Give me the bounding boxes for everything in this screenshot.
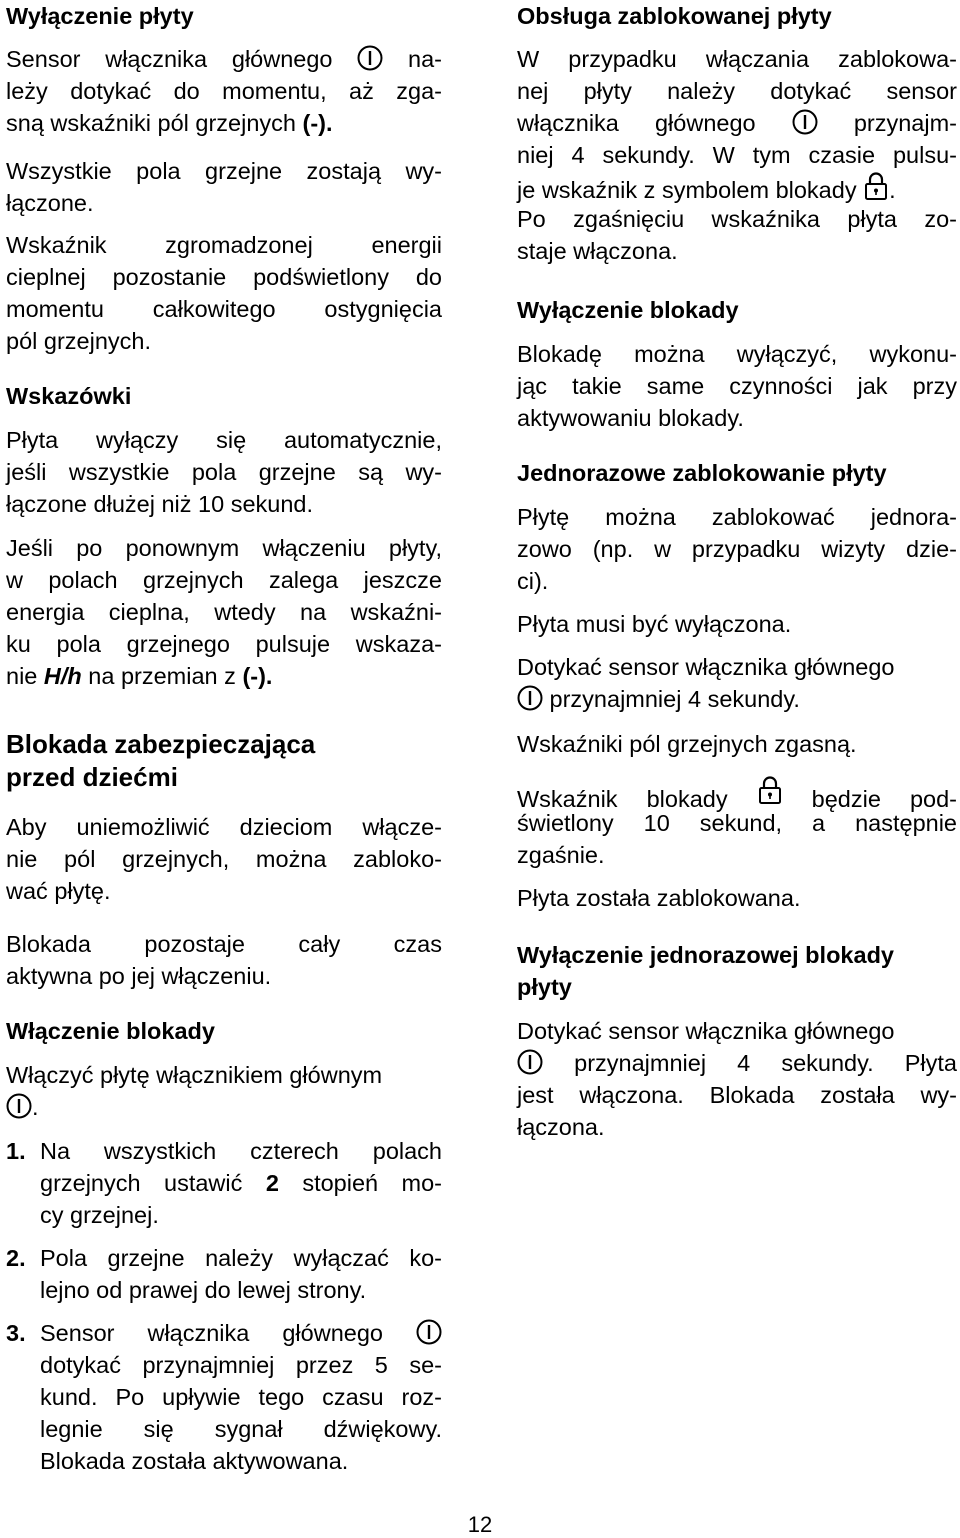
heading-child-lock: Blokada zabezpieczająca [6, 729, 316, 759]
text-line: Sensor włącznika głównego na- [6, 46, 443, 72]
text-line: Wskaźniki pól grzejnych zgasną. [517, 731, 857, 757]
step-1: 1. Na wszystkich czterech polach grzejnych ustawić 2 stopień mo- cy grzejnej. [6, 1135, 442, 1231]
text-line: Płyta musi być wyłączona. [517, 611, 792, 637]
text-line: dotykać przynajmniej przez 5 se- [40, 1352, 442, 1378]
power-icon [357, 45, 383, 71]
text-line: nie H/h na przemian z (-). [6, 663, 273, 689]
text-line: zowo (np. w przypadku wizyty dzie- [517, 536, 957, 562]
text-line: jeśli wszystkie pola grzejne są wy- [6, 459, 442, 485]
text-line: W przypadku włączania zablokowa- [517, 46, 957, 72]
text-line: Płytę można zablokować jednora- [517, 504, 957, 530]
step-2: 2. Pola grzejne należy wyłączać ko- lejno od prawej do lewej strony. [6, 1242, 442, 1306]
power-icon [517, 1049, 543, 1075]
text-line: łączona. [517, 1114, 605, 1140]
text-line: jest włączona. Blokada została wy- [517, 1082, 957, 1108]
heading-locked-hob: Obsługa zablokowanej płyty [517, 3, 832, 29]
text-line: włącznika głównego przynajm- [517, 110, 958, 136]
heading-one-time-unlock: Wyłączenie jednorazowej blokady [517, 942, 894, 968]
heading-turn-off: Wyłączenie płyty [6, 3, 194, 29]
text-line: ci). [517, 568, 549, 594]
step-3: 3. Sensor włącznika głównego dotykać przynajmniej przez 5 se- kund. Po upływie tego czasu roz- legnie się sygnał dźwiękowy. Blokada została aktywowana. [6, 1317, 442, 1477]
text-line: zgaśnie. [517, 842, 605, 868]
text-line: Dotykać sensor włącznika głównego [517, 1018, 895, 1044]
text-line: Blokada pozostaje cały czas [6, 931, 442, 957]
text-line: Blokada została aktywowana. [40, 1448, 349, 1474]
text-line: niej 4 sekundy. W tym czasie pulsu- [517, 142, 957, 168]
power-icon [416, 1319, 442, 1345]
heading-one-time-lock: Jednorazowe zablokowanie płyty [517, 460, 887, 486]
text-line: wać płytę. [6, 878, 111, 904]
text-line: Jeśli po ponownym włączeniu płyty, [6, 535, 442, 561]
text-line: nie pól grzejnych, można zabloko- [6, 846, 442, 872]
text-line: grzejnych ustawić 2 stopień mo- [40, 1170, 443, 1196]
text-line: Płyta została zablokowana. [517, 885, 801, 911]
text-line: w polach grzejnych zalega jeszcze [6, 567, 442, 593]
text-line: Pola grzejne należy wyłączać ko- [40, 1245, 442, 1271]
heading-unlock: Wyłączenie blokady [517, 297, 739, 323]
text-line: świetlony 10 sekund, a następnie [517, 810, 957, 836]
power-icon [792, 109, 818, 135]
text-line: pól grzejnych. [6, 328, 151, 354]
text-line: ku pola grzejnego pulsuje wskaza- [6, 631, 442, 657]
lock-icon [757, 775, 783, 805]
text-line: Aby uniemożliwić dzieciom włącze- [6, 814, 442, 840]
text-line: cy grzejnej. [40, 1202, 159, 1228]
text-line: przynajmniej 4 sekundy. Płyta [517, 1047, 957, 1111]
page-number: 12 [467, 1512, 493, 1537]
text-line: . [6, 1091, 442, 1123]
text-line: energia cieplna, wtedy na wskaźni- [6, 599, 442, 625]
text-line: Płyta wyłączy się automatycznie, [6, 427, 442, 453]
heading-lock-on: Włączenie blokady [6, 1018, 215, 1044]
text-line: jąc takie same czynności jak przy [517, 373, 957, 399]
text-line: je wskaźnik z symbolem blokady . [517, 171, 957, 206]
power-icon [517, 685, 543, 711]
text-line: Po zgaśnięciu wskaźnika płyta zo- [517, 206, 957, 232]
text-line: momentu całkowitego ostygnięcia [6, 296, 442, 322]
text-line: leży dotykać do momentu, aż zga- [6, 78, 442, 104]
text-line: łączone. [6, 190, 94, 216]
text-line: kund. Po upływie tego czasu roz- [40, 1384, 442, 1410]
text-line: Dotykać sensor włącznika głównego [517, 654, 895, 680]
text-line: Sensor włącznika głównego [40, 1317, 442, 1381]
text-line: legnie się sygnał dźwiękowy. [40, 1416, 442, 1442]
lock-icon [863, 171, 889, 201]
text-line: staje włączona. [517, 238, 678, 264]
text-line: Blokadę można wyłączyć, wykonu- [517, 341, 957, 367]
power-icon [6, 1093, 32, 1119]
text-line: Na wszystkich czterech polach [40, 1138, 442, 1164]
text-line: łączone dłużej niż 10 sekund. [6, 491, 314, 517]
text-line: cieplnej pozostanie podświetlony do [6, 264, 442, 290]
text-line: Wskaźnik blokady będzie pod- [517, 775, 957, 847]
text-line: aktywna po jej włączeniu. [6, 963, 272, 989]
heading-one-time-unlock-2: płyty [517, 974, 572, 1000]
heading-tips: Wskazówki [6, 383, 132, 409]
text-line: aktywowaniu blokady. [517, 405, 744, 431]
text-line: Włączyć płytę włącznikiem głównym [6, 1062, 383, 1088]
text-line: Wskaźnik zgromadzonej energii [6, 232, 442, 258]
text-line: lejno od prawej do lewej strony. [40, 1277, 367, 1303]
heading-child-lock-2: przed dziećmi [6, 762, 178, 792]
text-line: przynajmniej 4 sekundy. [517, 683, 957, 715]
text-line: nej płyty należy dotykać sensor [517, 78, 957, 104]
text-line: Wszystkie pola grzejne zostają wy- [6, 158, 442, 184]
text-line: sną wskaźniki pól grzejnych (-). [6, 110, 333, 136]
